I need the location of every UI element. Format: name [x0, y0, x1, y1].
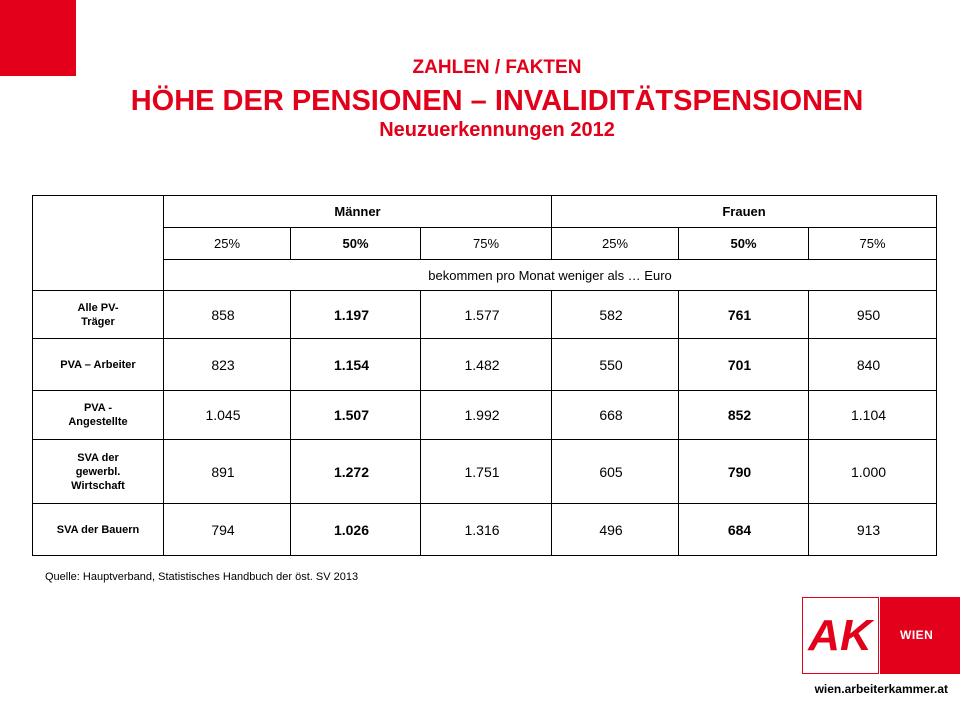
- wien-logo: [880, 597, 960, 674]
- row-label: [33, 291, 164, 339]
- cell-value: 582: [599, 306, 623, 323]
- ak-logo-mark: [803, 598, 878, 673]
- table-cell: [421, 504, 552, 556]
- table-cell: [291, 391, 421, 440]
- table-cell: [291, 291, 421, 339]
- cell-value: 761: [727, 306, 752, 323]
- table-row: [33, 440, 937, 504]
- table-cell: [552, 339, 679, 391]
- cell-value: 684: [727, 521, 752, 538]
- percentile-header: 75%: [421, 228, 552, 260]
- table-cell: [552, 504, 679, 556]
- table-cell: [164, 339, 291, 391]
- pension-table: [32, 195, 937, 556]
- cell-value: 1.507: [333, 407, 370, 423]
- row-label-line: PVA – Arbeiter: [60, 358, 136, 371]
- cell-value: 668: [599, 407, 623, 423]
- row-label-line: Angestellte: [68, 416, 128, 428]
- table-cell: [291, 339, 421, 391]
- table-cell: [164, 291, 291, 339]
- table-cell: [809, 339, 937, 391]
- table-cell: [164, 440, 291, 504]
- table-cell: [679, 440, 809, 504]
- row-label-line: gewerbl.: [75, 465, 121, 478]
- table-cell: [421, 440, 552, 504]
- percentile-header: 50%: [679, 228, 809, 260]
- cell-value: 891: [211, 463, 235, 480]
- table-cell: [421, 339, 552, 391]
- cell-value: 823: [211, 356, 235, 373]
- table-cell: [552, 391, 679, 440]
- table-cell: [809, 391, 937, 440]
- table-row: [33, 391, 937, 440]
- table-cell: [164, 504, 291, 556]
- cell-value: 1.316: [464, 521, 500, 538]
- table-cell: [679, 339, 809, 391]
- cell-value: 1.272: [333, 463, 370, 480]
- table-cell: [421, 391, 552, 440]
- table-cell: [552, 440, 679, 504]
- table-corner-cell: [33, 196, 164, 291]
- cell-value: 1.751: [464, 463, 500, 480]
- table-cell: [679, 391, 809, 440]
- wien-logo-text: WIEN: [900, 628, 934, 642]
- cell-value: 858: [211, 306, 235, 323]
- row-label: [33, 504, 164, 556]
- row-label-line: SVA der: [77, 451, 119, 464]
- cell-value: 1.026: [333, 521, 370, 538]
- page-title: HÖHE DER PENSIONEN – INVALIDITÄTSPENSIONEN: [130, 85, 864, 117]
- table-cell: [164, 391, 291, 440]
- table-cell: [809, 440, 937, 504]
- row-label: [33, 391, 164, 440]
- cell-value: 1.577: [464, 306, 500, 323]
- cell-value: 496: [599, 521, 623, 538]
- row-label-line: SVA der Bauern: [56, 523, 140, 536]
- cell-value: 950: [856, 306, 881, 323]
- table-row: [33, 291, 937, 339]
- cell-value: 1.154: [333, 356, 370, 373]
- table-cell: [291, 504, 421, 556]
- footer-url[interactable]: wien.arbeiterkammer.at: [814, 682, 948, 696]
- row-label-line: Wirtschaft: [71, 479, 125, 492]
- table-cell: [421, 291, 552, 339]
- cell-value: 550: [599, 356, 623, 373]
- ak-logo-text: AK: [808, 611, 872, 660]
- table-row: [33, 504, 937, 556]
- group-header-maenner: Männer: [164, 196, 552, 228]
- table-header-row-percentiles: [33, 228, 937, 260]
- table-cell: [552, 291, 679, 339]
- cell-value: 1.482: [464, 356, 500, 373]
- cell-value: 794: [211, 521, 235, 538]
- percentile-header: 25%: [164, 228, 291, 260]
- title-block: [0, 56, 960, 142]
- cell-value: 701: [727, 356, 752, 373]
- cell-value: 1.104: [851, 407, 887, 423]
- row-label-line: Träger: [81, 315, 115, 328]
- page-subtitle: Neuzuerkennungen 2012: [379, 119, 615, 141]
- percentile-header: 50%: [291, 228, 421, 260]
- source-note: Quelle: Hauptverband, Statistisches Handbuch der öst. SV 2013: [45, 571, 359, 583]
- cell-value: 1.197: [333, 306, 370, 323]
- table-cell: [291, 440, 421, 504]
- cell-value: 790: [727, 463, 752, 480]
- table-cell: [809, 291, 937, 339]
- row-label-line: Alle PV-: [77, 301, 119, 314]
- table-cell: [679, 291, 809, 339]
- row-label: [33, 440, 164, 504]
- group-header-frauen: Frauen: [552, 196, 937, 228]
- ak-logo: [802, 597, 879, 674]
- cell-value: 1.045: [205, 407, 241, 423]
- table-cell: [809, 504, 937, 556]
- cell-value: 1.992: [464, 407, 500, 423]
- table-row: [33, 339, 937, 391]
- percentile-header: 75%: [809, 228, 937, 260]
- table-header-row-groups: [33, 196, 937, 228]
- row-label: [33, 339, 164, 391]
- percentile-header: 25%: [552, 228, 679, 260]
- table-header-row-unit: [33, 260, 937, 291]
- unit-caption: bekommen pro Monat weniger als … Euro: [164, 260, 937, 291]
- table-cell: [679, 504, 809, 556]
- cell-value: 605: [599, 463, 623, 480]
- cell-value: 840: [856, 356, 881, 373]
- row-label-line: PVA -: [83, 402, 113, 414]
- cell-value: 1.000: [851, 463, 887, 480]
- cell-value: 852: [727, 407, 752, 423]
- cell-value: 913: [856, 521, 881, 538]
- supertitle: ZAHLEN / FAKTEN: [412, 57, 582, 78]
